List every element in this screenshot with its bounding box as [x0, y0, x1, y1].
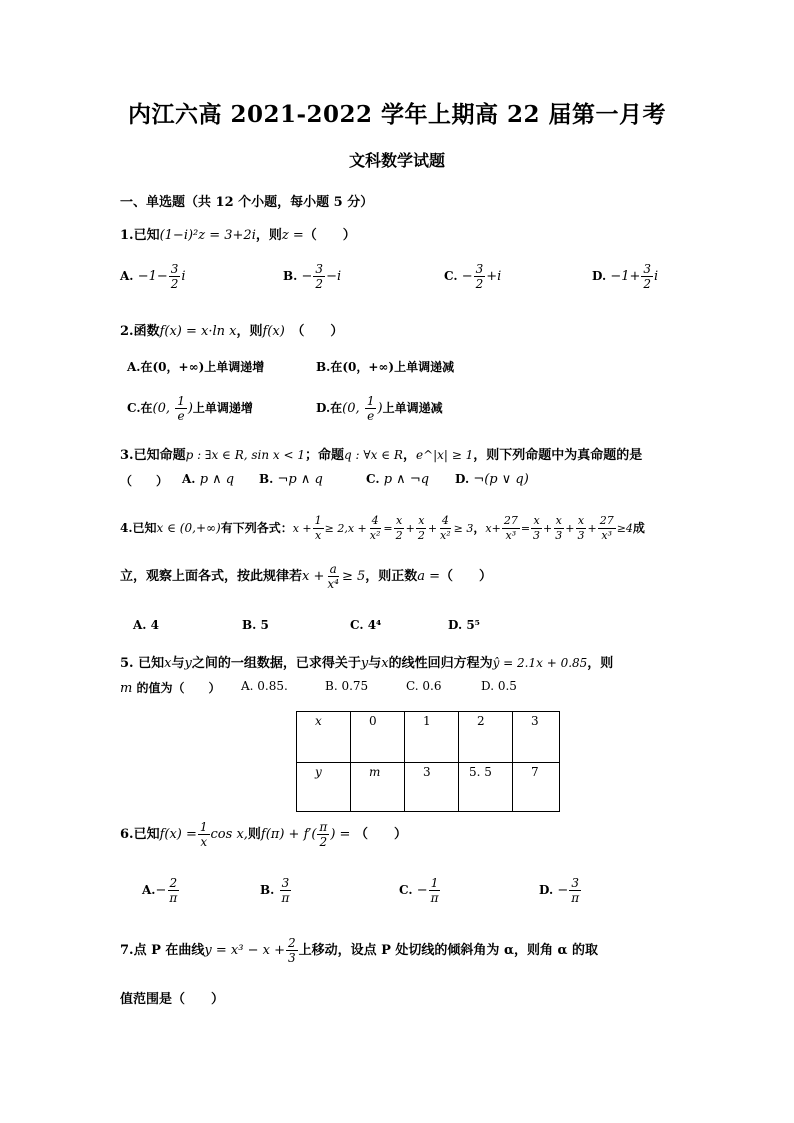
q6-option-d[interactable]	[539, 876, 582, 905]
q2-option-c-post: 上单调递增	[192, 401, 253, 415]
q6-text-b: 则	[247, 827, 261, 842]
q2-option-d-interval: (0,	[342, 401, 360, 416]
q6-math-a-pre: f(x) =	[159, 827, 197, 842]
q6-option-c-sign: −	[416, 883, 428, 898]
table-cell: x	[297, 712, 351, 763]
table-cell: 5. 5	[459, 763, 513, 812]
q5-text-b: 与	[171, 656, 185, 671]
q4-expr3-pre: x+	[485, 522, 501, 535]
q4-expr2-plus2: +	[427, 522, 438, 535]
q1-option-c-num: 3	[475, 262, 484, 276]
q5-math-d: x	[381, 656, 389, 671]
q6-option-d-label: D.	[539, 883, 554, 897]
q6-option-c-frac	[429, 876, 441, 905]
q4-expr2-pre: x +	[347, 522, 367, 535]
q4-sep: ，	[473, 521, 486, 535]
q6-text-a: 6.已知	[120, 827, 160, 842]
q3-option-b-math: ¬p ∧ q	[277, 472, 323, 487]
table-cell: 0	[351, 712, 405, 763]
q1-option-a-label: A.	[120, 269, 134, 283]
q4-expr3-n3: x	[577, 514, 585, 527]
q4-expr3-p1: +	[543, 522, 553, 535]
question-4-stem-line2	[120, 562, 684, 591]
q1-option-c-pre: −	[461, 269, 473, 284]
q4-expr1-frac	[313, 514, 324, 543]
q4-option-d[interactable]: D. 5⁵	[448, 618, 480, 632]
q1-math-b: z =	[281, 228, 304, 243]
q4-expr3-p2: +	[565, 522, 575, 535]
q3-math-b: q : ∀x ∈ R	[344, 448, 403, 462]
q1-option-b-den: 2	[315, 277, 324, 291]
q1-math-a: (1−i)²z = 3+2i	[159, 228, 256, 243]
q6-math-a-den: x	[200, 835, 208, 849]
q3-paren: （ ）	[120, 474, 169, 488]
q6-math-b-den: 2	[319, 835, 328, 849]
q1-option-b-post: −i	[326, 269, 342, 284]
q4-expr2-n1: x	[396, 514, 403, 527]
table-cell: y	[297, 763, 351, 812]
q6-option-a-frac	[167, 876, 179, 905]
q4-option-b[interactable]: B. 5	[242, 618, 269, 632]
q6-option-a-sign: −	[155, 883, 167, 898]
q4-expr1-den: x	[315, 529, 322, 542]
q4-expr1-post: ≥ 2,	[324, 522, 348, 535]
q4-expr3-d1: 3	[533, 529, 541, 542]
q4-expr2-frac	[368, 514, 383, 543]
q4-expr3-post: ≥4	[616, 522, 633, 535]
q1-text-a: 1.已知	[120, 228, 160, 243]
q4-expr3-n4: 27	[599, 514, 614, 527]
q6-option-d-frac	[569, 876, 581, 905]
q4-text-a: 4.已知	[120, 521, 157, 535]
q1-option-a-pre: −1−	[137, 269, 168, 284]
q4-line2-frac	[325, 562, 341, 591]
question-4-stem	[120, 514, 645, 543]
q2-option-d-post: 上单调递减	[382, 401, 443, 415]
q3-text-c: ，	[402, 448, 416, 463]
section-heading: 一、单选题（共 12 个小题，每小题 5 分）	[120, 195, 374, 210]
q4-expr2-n3: 4	[441, 514, 449, 527]
q5-line2-math: m	[120, 681, 133, 696]
q5-option-a[interactable]: A. 0.85.	[241, 679, 288, 693]
q2-option-c-num: 1	[177, 394, 185, 408]
question-7-stem-line2: 值范围是（ ）	[120, 992, 225, 1007]
q2-option-c-close: )	[187, 401, 193, 416]
q6-math-b-num: π	[319, 820, 328, 834]
q1-option-d-den: 2	[643, 277, 652, 291]
q4-text-c: 成	[632, 521, 645, 535]
q5-text-a: 5. 已知	[120, 656, 165, 671]
q4-line2-math-post: ≥ 5	[341, 569, 366, 584]
q2-option-d-fraction	[365, 394, 377, 423]
q5-line2-a: 的值为（ ）	[136, 681, 221, 695]
q3-option-a[interactable]	[182, 472, 234, 487]
q2-option-c-pre: C.在	[127, 401, 153, 415]
q7-math-a-frac	[286, 936, 298, 965]
q2-option-d-den: e	[367, 409, 375, 423]
q6-math-b-post: ) =	[330, 827, 351, 842]
q3-option-a-label: A.	[182, 472, 196, 486]
q6-math-b-pre: f(π) + f′(	[260, 827, 317, 842]
q4-expr2-d3: x²	[440, 529, 451, 542]
q5-option-b[interactable]: B. 0.75	[325, 679, 369, 693]
q4-expr2-frac2	[416, 514, 427, 543]
question-3-stem	[120, 444, 684, 463]
q7-math-a-pre: y = x³ − x +	[204, 943, 285, 958]
table-row	[297, 763, 560, 812]
q4-expr2-den: x²	[369, 529, 381, 542]
q5-math-e: ŷ = 2.1x + 0.85	[492, 656, 588, 670]
q4-expr2-d2: 2	[417, 529, 425, 542]
q4-expr3-n2: x	[555, 514, 562, 527]
q2-option-d-pre: D.在	[316, 401, 343, 415]
table-cell: 1	[405, 712, 459, 763]
q4-expr2-num: 4	[371, 514, 379, 527]
q6-option-b-den: π	[281, 891, 290, 905]
q5-stem-line2	[120, 679, 221, 696]
q4-expr2-plus1: +	[405, 522, 415, 535]
q2-option-c-den: e	[177, 409, 185, 423]
q1-option-d-pre: −1+	[610, 269, 641, 284]
q4-expr3-frac3	[575, 514, 586, 543]
q4-expr2-frac1	[394, 514, 405, 543]
table-cell: 3	[513, 712, 560, 763]
q6-option-b-num: 3	[281, 876, 290, 890]
q1-option-d-fraction	[641, 262, 653, 291]
q2-option-d[interactable]	[316, 394, 443, 423]
q3-text-d: ，则下列命题中为真命题的是	[473, 448, 643, 463]
q5-math-a: x	[164, 656, 172, 671]
q7-math-a-den: 3	[287, 951, 296, 965]
q1-option-c-den: 2	[475, 277, 484, 291]
q4-expr3-eq: =	[520, 522, 531, 535]
q6-option-c[interactable]	[399, 876, 442, 905]
q4-expr1-pre: x +	[292, 522, 312, 535]
q4-expr3-frac4	[598, 514, 616, 543]
q4-expr3-den: x³	[505, 529, 517, 542]
q2-text-b: ，则	[236, 324, 263, 339]
q4-line2-den: x⁴	[327, 577, 339, 591]
q1-text-c: （ ）	[303, 228, 356, 243]
q3-option-d[interactable]	[455, 472, 529, 487]
q4-expr3-frac1	[531, 514, 542, 543]
q1-option-a-post: i	[181, 269, 186, 284]
table-cell: m	[351, 763, 405, 812]
q1-option-c[interactable]	[444, 262, 501, 291]
q4-expr2-eq: =	[383, 522, 393, 535]
q1-option-c-fraction	[474, 262, 486, 291]
q2-math-a: f(x) = x·ln x	[159, 324, 237, 339]
q4-option-c[interactable]: C. 4⁴	[350, 618, 382, 632]
q6-math-a-frac	[198, 820, 210, 849]
q4-line2-c: （ ）	[440, 569, 493, 584]
q3-option-c-math: p ∧ ¬q	[383, 472, 430, 487]
q6-option-a-label: A.	[142, 883, 156, 897]
q3-option-c[interactable]	[366, 472, 429, 487]
table-cell: 3	[405, 763, 459, 812]
question-2-stem	[120, 320, 684, 339]
q2-math-b: f(x)	[262, 324, 285, 339]
q4-expr2-frac3	[438, 514, 453, 543]
q3-option-d-label: D.	[455, 472, 470, 486]
q4-option-a[interactable]: A. 4	[133, 618, 160, 632]
q2-option-d-close: )	[377, 401, 383, 416]
q1-option-a[interactable]	[120, 262, 186, 291]
q6-math-a-post: cos x,	[210, 827, 248, 842]
q2-text-c: （ ）	[297, 324, 344, 339]
q6-option-a[interactable]	[142, 876, 180, 905]
q1-option-d-num: 3	[643, 262, 652, 276]
q6-math-b-frac	[317, 820, 329, 849]
q4-expr3-frac2	[553, 514, 564, 543]
q4-line2-num: a	[329, 562, 337, 576]
q3-math-a: p : ∃x ∈ R, sin x < 1	[185, 448, 306, 462]
q4-expr2-n2: x	[418, 514, 425, 527]
q6-option-d-den: π	[571, 891, 580, 905]
q2-option-c-interval: (0,	[152, 401, 171, 416]
q3-option-b[interactable]	[259, 472, 323, 487]
q1-option-a-den: 2	[170, 277, 179, 291]
q2-option-c[interactable]	[127, 394, 253, 423]
q4-text-b: 有下列各式：	[220, 521, 293, 535]
q4-expr3-d4: x³	[601, 529, 613, 542]
q1-option-b[interactable]	[283, 262, 341, 291]
question-5-stem	[120, 652, 684, 671]
q5-text-d: 与	[368, 656, 382, 671]
q6-option-c-den: π	[430, 891, 439, 905]
q1-option-b-fraction	[313, 262, 325, 291]
q2-text-a: 2.函数	[120, 324, 160, 339]
q6-option-c-num: 1	[430, 876, 439, 890]
q6-option-b-label: B.	[260, 883, 275, 897]
q4-expr3-n1: x	[533, 514, 540, 527]
q1-text-b: ，则	[255, 228, 282, 243]
q1-option-b-pre: −	[301, 269, 313, 284]
q2-option-a[interactable]: A.在(0，+∞)上单调递增	[127, 360, 265, 374]
q2-option-c-fraction	[175, 394, 187, 423]
q4-expr3-d3: 3	[577, 529, 585, 542]
q1-option-d[interactable]	[592, 262, 658, 291]
q4-line2-b: ，则正数	[365, 569, 418, 584]
q6-option-c-label: C.	[399, 883, 413, 897]
q3-option-c-label: C.	[366, 472, 380, 486]
q4-expr3-p3: +	[587, 522, 597, 535]
q5-data-table	[296, 711, 560, 812]
q1-option-b-label: B.	[283, 269, 298, 283]
q4-math-a: x ∈ (0,+∞)	[156, 521, 221, 535]
q5-math-b: y	[184, 656, 192, 671]
q1-option-d-post: i	[654, 269, 659, 284]
q5-option-c[interactable]: C. 0.6	[406, 679, 442, 693]
q3-option-b-label: B.	[259, 472, 274, 486]
q4-expr2-d1: 2	[395, 529, 403, 542]
q5-text-c: 之间的一组数据，已求得关于	[191, 656, 361, 671]
q4-line2-a: 立，观察上面各式，按此规律若	[120, 569, 303, 584]
q3-text-a: 3.已知命题	[120, 448, 186, 463]
q4-expr3-frac	[502, 514, 520, 543]
q6-option-d-sign: −	[557, 883, 569, 898]
q3-option-a-math: p ∧ q	[199, 472, 235, 487]
table-cell: 7	[513, 763, 560, 812]
q7-text-a: 7.点 P 在曲线	[120, 943, 205, 958]
q3-text-b: ；命题	[305, 448, 345, 463]
q6-option-b-frac	[280, 876, 292, 905]
q1-option-a-num: 3	[170, 262, 179, 276]
question-1-stem	[120, 224, 684, 243]
q6-option-a-den: π	[169, 891, 178, 905]
q3-option-d-math: ¬(p ∨ q)	[473, 472, 529, 487]
q4-expr3-d2: 3	[555, 529, 563, 542]
q4-line2-math-b: a =	[417, 569, 441, 584]
q4-line2-math-pre: x +	[302, 569, 325, 584]
q5-text-e: 的线性回归方程为	[388, 656, 493, 671]
table-row	[297, 712, 560, 763]
q6-option-d-num: 3	[571, 876, 580, 890]
q6-option-b[interactable]	[260, 876, 292, 905]
q3-math-c: e^|x| ≥ 1	[415, 448, 474, 462]
q1-option-c-label: C.	[444, 269, 458, 283]
q5-option-d[interactable]: D. 0.5	[481, 679, 517, 693]
question-7-stem	[120, 936, 684, 965]
q4-expr3-num: 27	[503, 514, 518, 527]
q1-option-c-post: +i	[486, 269, 502, 284]
q7-text-b: 上移动，设点 P 处切线的倾斜角为 α，则角 α 的取	[298, 943, 599, 958]
q5-text-f: ，则	[587, 656, 614, 671]
q4-expr2-post: ≥ 3	[453, 522, 474, 535]
exam-title: 内江六高 2021-2022 学年上期高 22 届第一月考	[127, 101, 667, 128]
q7-math-a-num: 2	[287, 936, 296, 950]
q6-math-a-num: 1	[199, 820, 208, 834]
q2-option-b[interactable]: B.在(0，+∞)上单调递减	[316, 360, 455, 374]
q6-option-a-num: 2	[169, 876, 178, 890]
q1-option-a-fraction	[169, 262, 181, 291]
q1-option-d-label: D.	[592, 269, 607, 283]
q5-math-c: y	[360, 656, 369, 671]
q1-option-b-num: 3	[315, 262, 324, 276]
table-cell: 2	[459, 712, 513, 763]
question-6-stem	[120, 820, 684, 849]
exam-subtitle: 文科数学试题	[348, 151, 445, 170]
q4-expr1-num: 1	[314, 514, 322, 527]
q2-option-d-num: 1	[366, 394, 375, 408]
q6-text-c: （ ）	[354, 827, 407, 842]
